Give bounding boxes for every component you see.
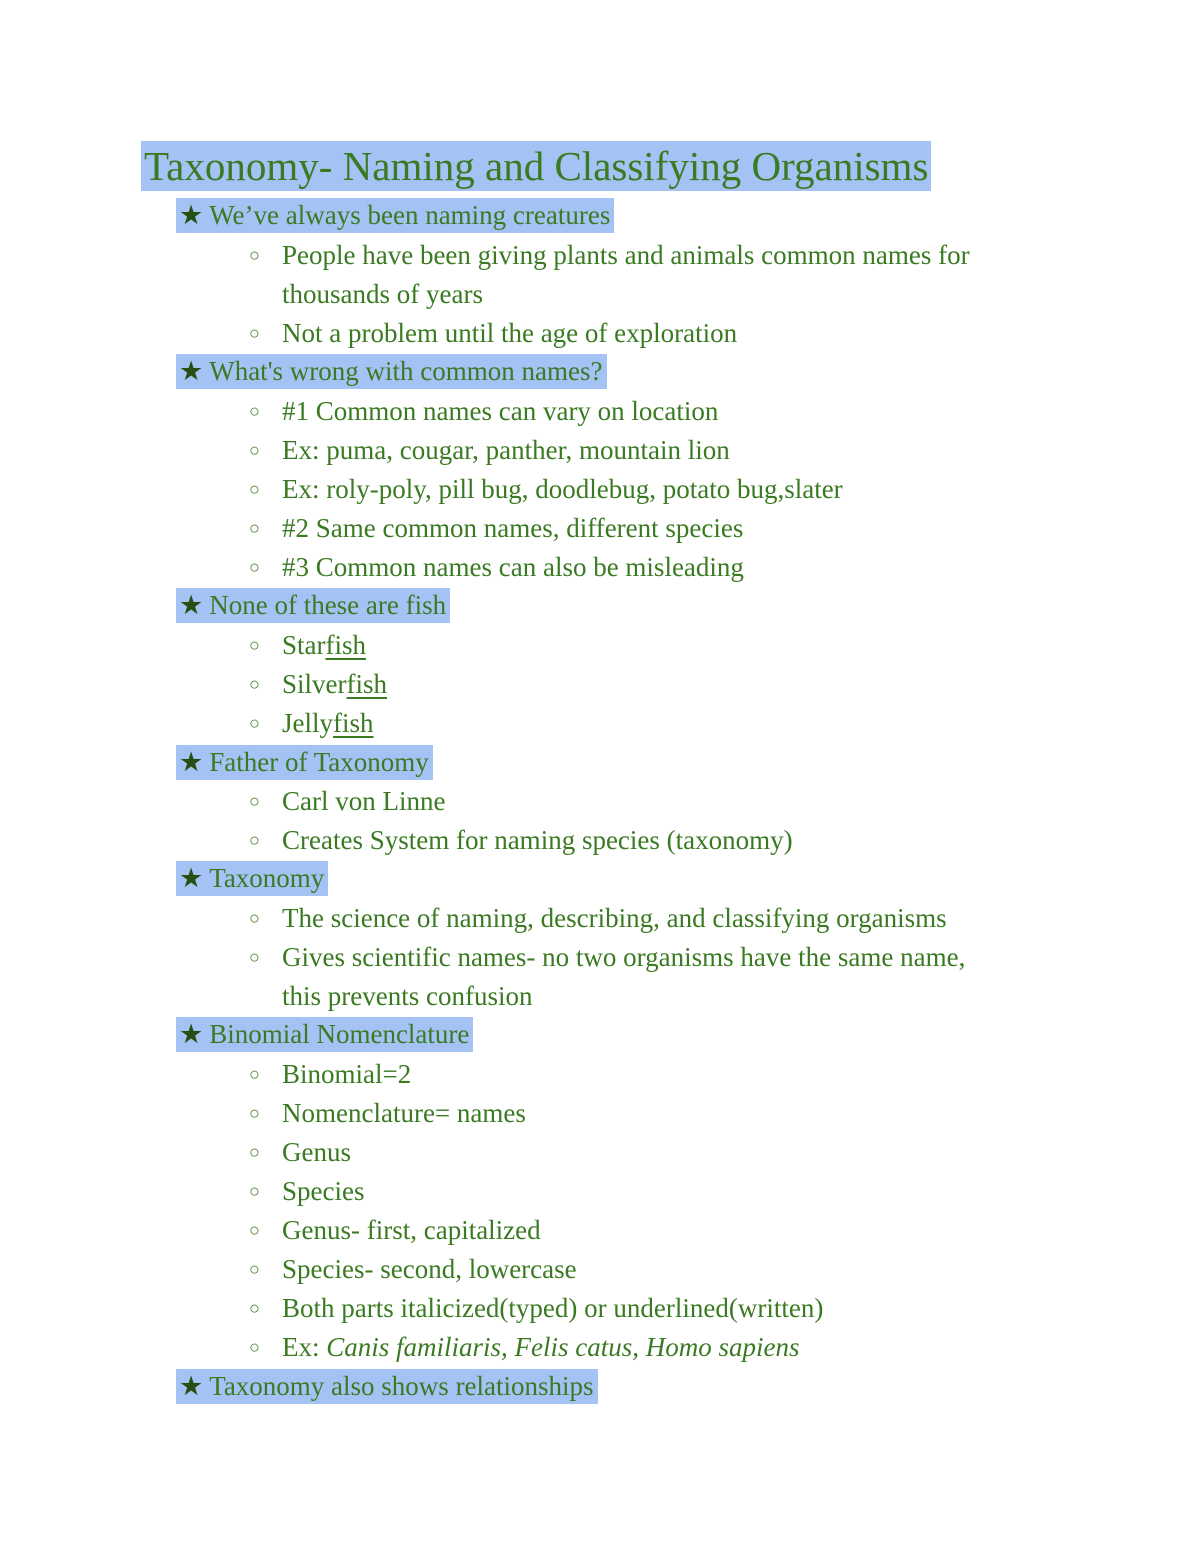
list-item: #2 Same common names, different species: [282, 513, 744, 543]
list-item: #1 Common names can vary on location: [282, 396, 719, 426]
circle-bullet-icon: ○: [249, 479, 260, 499]
circle-bullet-icon: ○: [249, 635, 260, 655]
list-item: Genus: [282, 1137, 351, 1167]
circle-bullet-icon: ○: [249, 1298, 260, 1318]
circle-bullet-icon: ○: [249, 1142, 260, 1162]
section-heading: [176, 861, 328, 896]
circle-bullet-icon: ○: [249, 1220, 260, 1240]
page-title: Taxonomy- Naming and Classifying Organisms: [141, 141, 931, 191]
list-item: Nomenclature= names: [282, 1098, 526, 1128]
list-item: #3 Common names can also be misleading: [282, 552, 744, 582]
star-bullet-icon: ★: [179, 1371, 204, 1401]
star-bullet-icon: ★: [179, 1019, 204, 1049]
circle-bullet-icon: ○: [249, 401, 260, 421]
circle-bullet-icon: ○: [249, 518, 260, 538]
star-bullet-icon: ★: [179, 200, 204, 230]
section-heading: [176, 198, 614, 233]
circle-bullet-icon: ○: [249, 674, 260, 694]
underlined-word: fish: [325, 630, 366, 660]
section-heading-text: Taxonomy: [209, 863, 325, 893]
list-item: Carl von Linne: [282, 786, 446, 816]
section-heading-text: What's wrong with common names?: [209, 356, 603, 386]
list-item: Both parts italicized(typed) or underlined(written): [282, 1293, 824, 1323]
circle-bullet-icon: ○: [249, 1337, 260, 1357]
circle-bullet-icon: ○: [249, 1064, 260, 1084]
list-item: [282, 665, 387, 704]
section-heading-text: None of these are fish: [209, 590, 447, 620]
circle-bullet-icon: ○: [249, 557, 260, 577]
section-heading: [176, 745, 433, 780]
list-item: The science of naming, describing, and classifying organisms: [282, 903, 947, 933]
circle-bullet-icon: ○: [249, 947, 260, 967]
circle-bullet-icon: ○: [249, 245, 260, 265]
list-item: Genus- first, capitalized: [282, 1215, 541, 1245]
circle-bullet-icon: ○: [249, 1103, 260, 1123]
list-item: Binomial=2: [282, 1059, 412, 1089]
list-item: [282, 626, 366, 665]
list-item: [282, 1328, 800, 1367]
italic-species-names: Canis familiaris, Felis catus, Homo sapiens: [326, 1332, 800, 1362]
list-item: Not a problem until the age of exploration: [282, 318, 738, 348]
circle-bullet-icon: ○: [249, 440, 260, 460]
star-bullet-icon: ★: [179, 863, 204, 893]
list-item: Gives scientific names- no two organisms have the same name,: [282, 942, 966, 972]
star-bullet-icon: ★: [179, 356, 204, 386]
star-bullet-icon: ★: [179, 590, 204, 620]
word-prefix: Silver: [282, 669, 347, 699]
circle-bullet-icon: ○: [249, 323, 260, 343]
section-heading-text: We’ve always been naming creatures: [209, 200, 611, 230]
underlined-word: fish: [333, 708, 374, 738]
list-item: Creates System for naming species (taxonomy): [282, 825, 793, 855]
list-item: Ex: puma, cougar, panther, mountain lion: [282, 435, 730, 465]
circle-bullet-icon: ○: [249, 1259, 260, 1279]
section-heading: [176, 588, 450, 623]
list-item: Species- second, lowercase: [282, 1254, 577, 1284]
word-prefix: Jelly: [282, 708, 333, 738]
circle-bullet-icon: ○: [249, 1181, 260, 1201]
list-item: People have been giving plants and animals common names for: [282, 240, 970, 270]
list-item: [282, 704, 374, 743]
circle-bullet-icon: ○: [249, 713, 260, 733]
circle-bullet-icon: ○: [249, 791, 260, 811]
section-heading: [176, 354, 607, 389]
list-item: Species: [282, 1176, 365, 1206]
section-heading-text: Taxonomy also shows relationships: [209, 1371, 594, 1401]
example-prefix: Ex:: [282, 1332, 327, 1362]
list-item-continuation: this prevents confusion: [282, 981, 533, 1011]
section-heading: [176, 1017, 473, 1052]
section-heading: [176, 1369, 598, 1404]
section-heading-text: Father of Taxonomy: [209, 747, 429, 777]
underlined-word: fish: [346, 669, 387, 699]
section-heading-text: Binomial Nomenclature: [209, 1019, 470, 1049]
list-item-continuation: thousands of years: [282, 279, 483, 309]
circle-bullet-icon: ○: [249, 908, 260, 928]
star-bullet-icon: ★: [179, 747, 204, 777]
circle-bullet-icon: ○: [249, 830, 260, 850]
list-item: Ex: roly-poly, pill bug, doodlebug, potato bug,slater: [282, 474, 843, 504]
word-prefix: Star: [282, 630, 326, 660]
